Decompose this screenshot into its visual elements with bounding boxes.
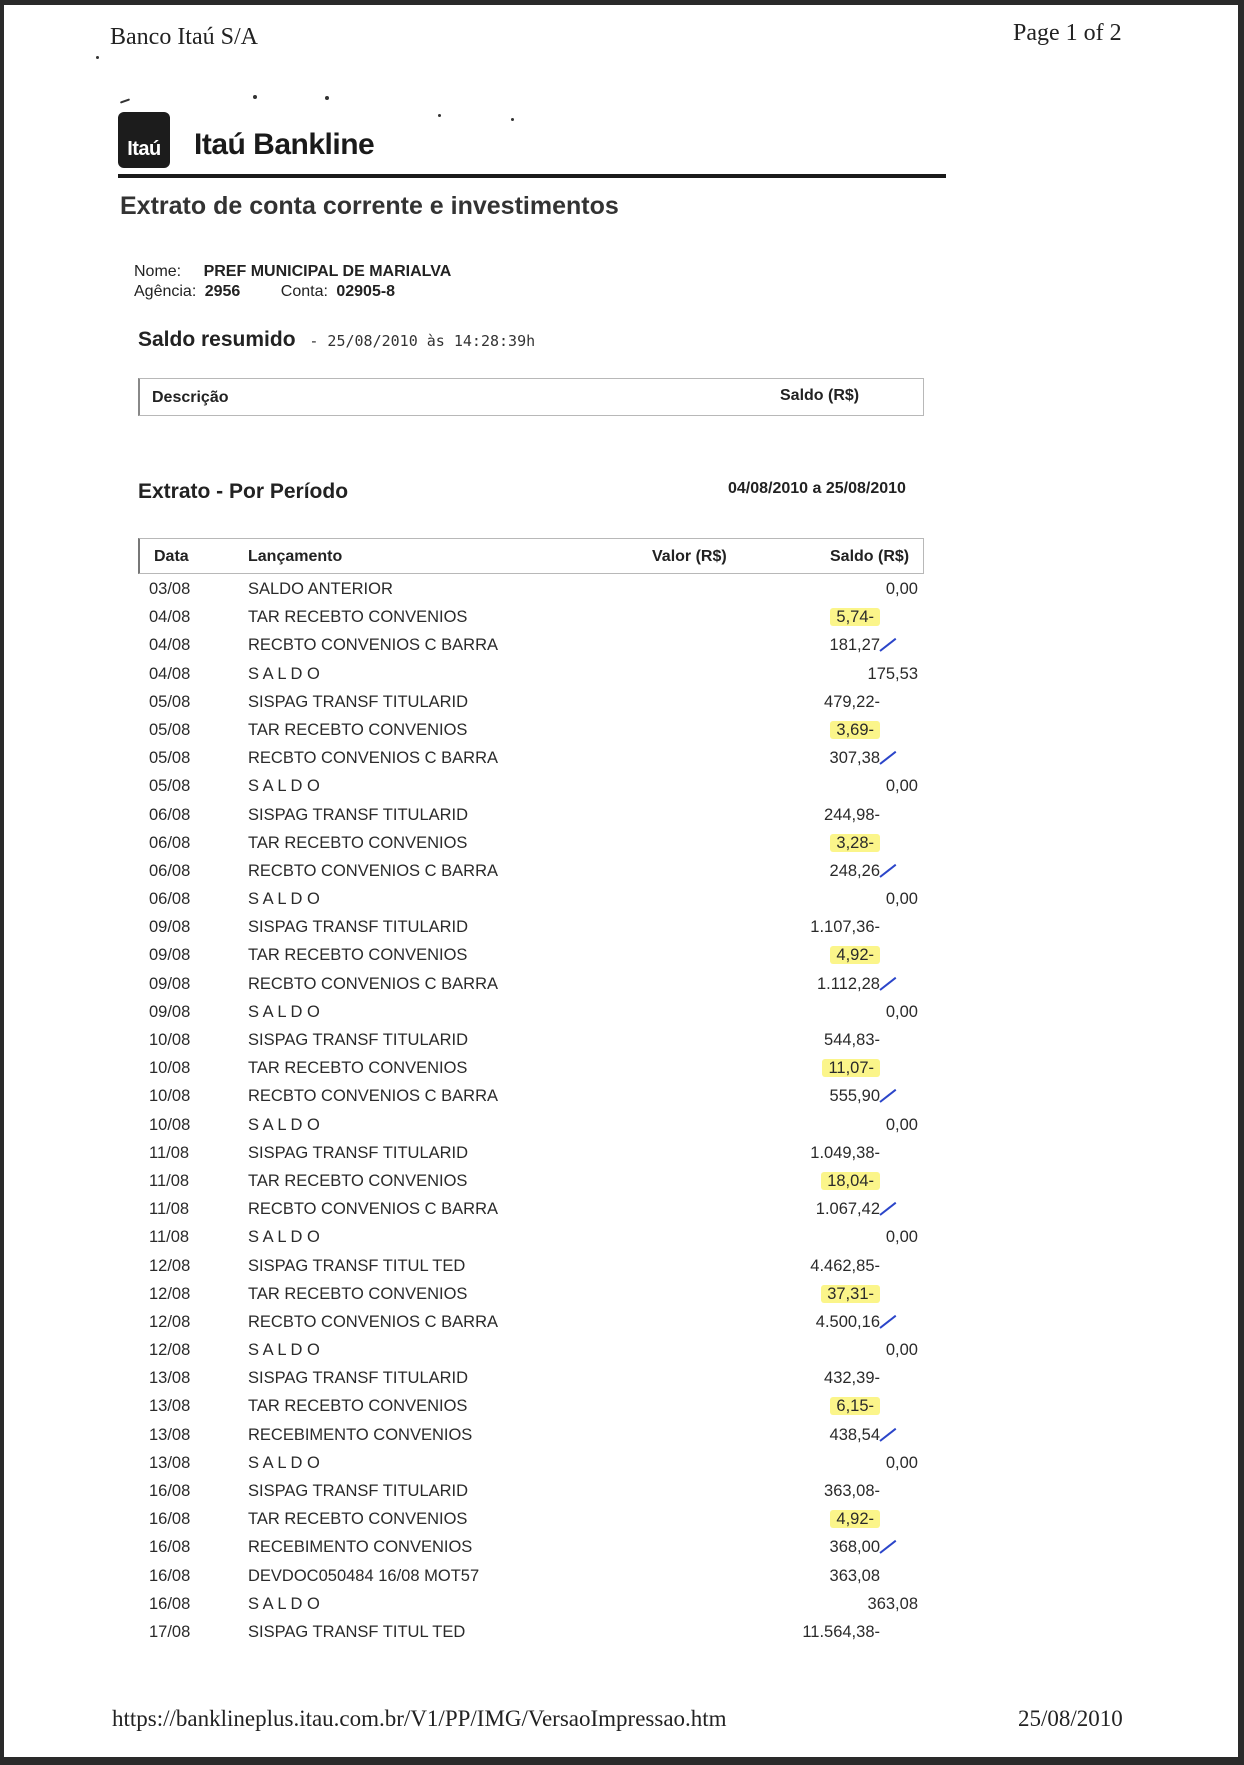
row-date: 13/08: [149, 1425, 191, 1444]
checkmark-tick-icon: [879, 751, 896, 765]
account-number-line: [134, 282, 451, 302]
row-description: SISPAG TRANSF TITULARID: [248, 1031, 469, 1049]
table-row: [138, 1534, 924, 1562]
row-description: RECBTO CONVENIOS C BARRA: [248, 1312, 498, 1331]
row-date: 16/08: [149, 1538, 191, 1557]
row-amount-highlighted: 4,92-: [830, 946, 880, 964]
scan-speck: [96, 56, 99, 59]
row-balance: 363,08: [867, 1594, 918, 1613]
row-date: 04/08: [149, 664, 191, 683]
table-row: [138, 1422, 924, 1450]
row-amount-cell: [830, 636, 880, 655]
row-date: 05/08: [149, 692, 191, 711]
row-date: 06/08: [149, 833, 191, 852]
row-description: S A L D O: [248, 1453, 320, 1472]
row-description: SISPAG TRANSF TITUL TED: [248, 1256, 466, 1275]
row-date: 03/08: [149, 580, 191, 598]
row-date: 09/08: [149, 974, 191, 993]
row-balance: 0,00: [885, 777, 918, 796]
row-amount-highlighted: 37,31-: [821, 1285, 880, 1303]
row-date: 17/08: [149, 1622, 191, 1641]
table-row: [138, 745, 924, 773]
row-description: S A L D O: [248, 1228, 320, 1247]
table-row: [138, 1224, 924, 1252]
itau-logo: Itaú: [118, 112, 170, 168]
name-value: PREF MUNICIPAL DE MARIALVA: [203, 263, 452, 280]
agencia-value: 2956: [204, 283, 241, 300]
row-description: SALDO ANTERIOR: [248, 580, 393, 598]
table-row: [138, 1281, 924, 1309]
row-date: 04/08: [149, 608, 191, 627]
row-amount-cell: [830, 862, 880, 881]
col-header-saldo: Saldo (R$): [830, 548, 910, 565]
row-description: SISPAG TRANSF TITUL TED: [248, 1622, 466, 1641]
row-amount-cell: [817, 975, 880, 994]
row-date: 11/08: [149, 1200, 190, 1219]
row-amount-cell: [830, 749, 880, 768]
row-amount: 555,90: [829, 1087, 880, 1106]
row-balance: 0,00: [885, 1115, 918, 1134]
row-date: 12/08: [149, 1256, 191, 1275]
brand-divider: [118, 174, 946, 178]
table-row: [138, 773, 924, 801]
row-date: 09/08: [149, 918, 191, 937]
row-amount-cell: [824, 693, 880, 712]
row-amount-highlighted: 6,15-: [830, 1397, 880, 1415]
table-row: [138, 858, 924, 886]
row-description: RECBTO CONVENIOS C BARRA: [248, 974, 498, 993]
row-amount: 1.049,38-: [810, 1143, 880, 1162]
row-amount-cell: [830, 834, 880, 853]
checkmark-tick-icon: [879, 1202, 896, 1216]
row-amount: 1.067,42: [815, 1200, 880, 1219]
row-date: 10/08: [149, 1031, 191, 1049]
account-info: [134, 262, 451, 302]
table-row: [138, 1619, 924, 1647]
row-amount: 544,83-: [824, 1031, 880, 1049]
table-row: [138, 1478, 924, 1506]
row-description: TAR RECEBTO CONVENIOS: [248, 833, 468, 852]
row-description: SISPAG TRANSF TITULARID: [248, 692, 469, 711]
row-date: 09/08: [149, 1002, 191, 1021]
row-amount: 244,98-: [824, 805, 880, 824]
row-amount: 1.107,36-: [810, 918, 880, 937]
table-row: [138, 1309, 924, 1337]
row-description: RECEBIMENTO CONVENIOS: [248, 1425, 473, 1444]
col-header-data: Data: [154, 548, 189, 565]
row-amount-cell: [821, 1172, 880, 1191]
row-amount: 181,27: [829, 636, 880, 655]
row-balance: 0,00: [885, 580, 918, 598]
table-row: [138, 999, 924, 1027]
row-description: S A L D O: [248, 890, 320, 909]
row-description: TAR RECEBTO CONVENIOS: [248, 1284, 468, 1303]
checkmark-tick-icon: [879, 1089, 896, 1103]
footer-url: https://banklineplus.itau.com.br/V1/PP/IMG/VersaoImpressao.htm: [112, 1706, 727, 1731]
row-balance: 0,00: [885, 890, 918, 909]
table-row: [138, 1365, 924, 1393]
row-amount-cell: [824, 1482, 880, 1501]
row-date: 05/08: [149, 777, 191, 796]
table-row: [138, 802, 924, 830]
row-description: RECBTO CONVENIOS C BARRA: [248, 749, 498, 768]
table-row: [138, 1506, 924, 1534]
checkmark-tick-icon: [879, 1428, 896, 1442]
statement-date-range: 04/08/2010 a 25/08/2010: [728, 480, 906, 497]
table-row: [138, 576, 924, 604]
row-date: 11/08: [149, 1171, 190, 1190]
row-date: 11/08: [149, 1228, 190, 1247]
table-row: [138, 1563, 924, 1591]
row-date: 05/08: [149, 720, 191, 739]
row-amount-cell: [824, 806, 880, 825]
row-date: 13/08: [149, 1369, 191, 1388]
footer-date: 25/08/2010: [1018, 1706, 1123, 1731]
row-description: TAR RECEBTO CONVENIOS: [248, 608, 468, 627]
row-balance: 0,00: [885, 1228, 918, 1247]
agencia-label: Agência:: [134, 283, 197, 300]
row-amount: 4.500,16: [815, 1312, 880, 1331]
scan-speck: [511, 118, 514, 121]
table-row: [138, 1393, 924, 1421]
row-date: 06/08: [149, 890, 191, 909]
row-date: 06/08: [149, 805, 191, 824]
summary-col-descricao: Descrição: [152, 389, 229, 406]
table-row: [138, 1450, 924, 1478]
document-title: Extrato de conta corrente e investimentos: [120, 192, 619, 220]
row-description: TAR RECEBTO CONVENIOS: [248, 946, 468, 965]
row-date: 16/08: [149, 1482, 191, 1500]
table-row: [138, 661, 924, 689]
summary-timestamp: - 25/08/2010 às 14:28:39h: [309, 332, 536, 350]
table-row: [138, 886, 924, 914]
row-date: 13/08: [149, 1453, 191, 1472]
table-row: [138, 1168, 924, 1196]
checkmark-tick-icon: [879, 977, 896, 991]
row-balance: 0,00: [885, 1341, 918, 1360]
checkmark-tick-icon: [879, 1540, 896, 1554]
row-date: 16/08: [149, 1566, 191, 1585]
row-date: 10/08: [149, 1087, 191, 1106]
row-description: RECBTO CONVENIOS C BARRA: [248, 1200, 498, 1219]
checkmark-tick-icon: [879, 864, 896, 878]
row-amount-cell: [824, 1369, 880, 1388]
summary-title: Saldo resumido: [138, 328, 296, 351]
table-row: [138, 1112, 924, 1140]
row-description: RECBTO CONVENIOS C BARRA: [248, 861, 498, 880]
row-description: S A L D O: [248, 1115, 320, 1134]
row-amount-cell: [830, 1397, 880, 1416]
row-date: 12/08: [149, 1312, 191, 1331]
summary-col-saldo: Saldo (R$): [780, 387, 860, 404]
table-row: [138, 604, 924, 632]
row-description: TAR RECEBTO CONVENIOS: [248, 720, 468, 739]
row-amount-cell: [802, 1623, 880, 1642]
row-amount-cell: [822, 1059, 880, 1078]
row-amount: 438,54: [829, 1425, 880, 1444]
row-balance: 0,00: [885, 1002, 918, 1021]
row-amount-cell: [830, 608, 880, 627]
row-amount-cell: [810, 1144, 880, 1163]
table-row: [138, 689, 924, 717]
row-description: S A L D O: [248, 1002, 320, 1021]
scan-speck: [325, 96, 329, 100]
row-date: 05/08: [149, 749, 191, 768]
row-date: 10/08: [149, 1115, 191, 1134]
row-amount-cell: [830, 1538, 880, 1557]
table-row: [138, 830, 924, 858]
statement-table-body: [138, 576, 924, 1647]
row-amount: 479,22-: [824, 692, 880, 711]
row-description: S A L D O: [248, 1594, 320, 1613]
summary-heading: [138, 328, 535, 352]
table-row: [138, 1591, 924, 1619]
row-amount: 1.112,28: [816, 974, 880, 993]
row-amount-cell: [830, 1087, 880, 1106]
table-row: [138, 942, 924, 970]
row-description: S A L D O: [248, 664, 320, 683]
row-amount: 4.462,85-: [810, 1256, 880, 1275]
row-description: TAR RECEBTO CONVENIOS: [248, 1397, 468, 1416]
summary-table-header: [138, 378, 924, 416]
name-label: Nome:: [134, 263, 182, 280]
row-amount-cell: [830, 721, 880, 740]
table-row: [138, 717, 924, 745]
row-amount-cell: [830, 1510, 880, 1529]
checkmark-tick-icon: [879, 638, 896, 652]
row-date: 09/08: [149, 946, 191, 965]
row-amount: 307,38: [829, 749, 880, 768]
row-description: SISPAG TRANSF TITULARID: [248, 1482, 469, 1500]
brand-title: Itaú Bankline: [194, 128, 375, 161]
row-date: 12/08: [149, 1284, 191, 1303]
row-description: SISPAG TRANSF TITULARID: [248, 918, 469, 937]
checkmark-tick-icon: [879, 1315, 896, 1329]
col-header-lancamento: Lançamento: [248, 548, 343, 565]
table-row: [138, 914, 924, 942]
row-amount: 363,08-: [824, 1482, 880, 1500]
row-amount-cell: [821, 1285, 880, 1304]
page-counter: Page 1 of 2: [1013, 20, 1122, 46]
row-amount-cell: [824, 1031, 880, 1050]
row-amount-cell: [830, 1567, 880, 1586]
row-amount-highlighted: 11,07-: [822, 1059, 880, 1077]
row-date: 13/08: [149, 1397, 191, 1416]
row-balance: 175,53: [867, 664, 918, 683]
row-description: S A L D O: [248, 777, 320, 796]
conta-value: 02905-8: [336, 283, 396, 300]
row-description: SISPAG TRANSF TITULARID: [248, 1143, 469, 1162]
row-amount: 248,26: [829, 861, 880, 880]
row-description: TAR RECEBTO CONVENIOS: [248, 1059, 468, 1078]
table-row: [138, 1027, 924, 1055]
row-amount: 11.564,38-: [802, 1622, 880, 1641]
scan-speck: [438, 114, 441, 117]
row-amount-highlighted: 5,74-: [830, 608, 880, 626]
row-description: TAR RECEBTO CONVENIOS: [248, 1510, 468, 1529]
account-name-line: [134, 262, 451, 282]
row-description: RECBTO CONVENIOS C BARRA: [248, 636, 498, 655]
row-amount: 432,39-: [824, 1369, 880, 1388]
row-description: TAR RECEBTO CONVENIOS: [248, 1171, 468, 1190]
row-amount: 363,08: [829, 1566, 880, 1585]
row-date: 06/08: [149, 861, 191, 880]
table-row: [138, 1140, 924, 1168]
conta-label: Conta:: [280, 283, 328, 300]
scan-speck: [253, 95, 257, 99]
table-row: [138, 1055, 924, 1083]
row-description: SISPAG TRANSF TITULARID: [248, 805, 469, 824]
row-date: 16/08: [149, 1594, 191, 1613]
row-amount-highlighted: 3,28-: [830, 834, 880, 852]
row-date: 11/08: [149, 1143, 190, 1162]
row-date: 12/08: [149, 1341, 191, 1360]
row-amount: 368,00: [829, 1538, 880, 1557]
table-row: [138, 1253, 924, 1281]
row-description: S A L D O: [248, 1341, 320, 1360]
statement-title: Extrato - Por Período: [138, 480, 349, 503]
row-amount-cell: [810, 918, 880, 937]
row-amount-cell: [830, 1426, 880, 1445]
row-balance: 0,00: [885, 1453, 918, 1472]
row-amount-cell: [816, 1313, 880, 1332]
table-row: [138, 971, 924, 999]
row-amount-highlighted: 4,92-: [830, 1510, 880, 1528]
table-row: [138, 1196, 924, 1224]
row-amount-cell: [816, 1200, 880, 1219]
row-description: RECBTO CONVENIOS C BARRA: [248, 1087, 498, 1106]
row-description: SISPAG TRANSF TITULARID: [248, 1369, 469, 1388]
col-header-valor: Valor (R$): [652, 548, 727, 565]
row-amount-highlighted: 3,69-: [830, 721, 880, 739]
row-date: 04/08: [149, 636, 191, 655]
row-amount-cell: [830, 946, 880, 965]
row-description: RECEBIMENTO CONVENIOS: [248, 1538, 473, 1557]
table-row: [138, 1083, 924, 1111]
row-amount-highlighted: 18,04-: [821, 1172, 880, 1190]
row-amount-cell: [810, 1257, 880, 1276]
table-row: [138, 632, 924, 660]
statement-table-header: [138, 538, 924, 574]
browser-header-title: Banco Itaú S/A: [110, 24, 258, 50]
row-description: DEVDOC050484 16/08 MOT57: [248, 1566, 480, 1585]
table-row: [138, 1337, 924, 1365]
row-date: 10/08: [149, 1059, 191, 1078]
row-date: 16/08: [149, 1510, 191, 1529]
